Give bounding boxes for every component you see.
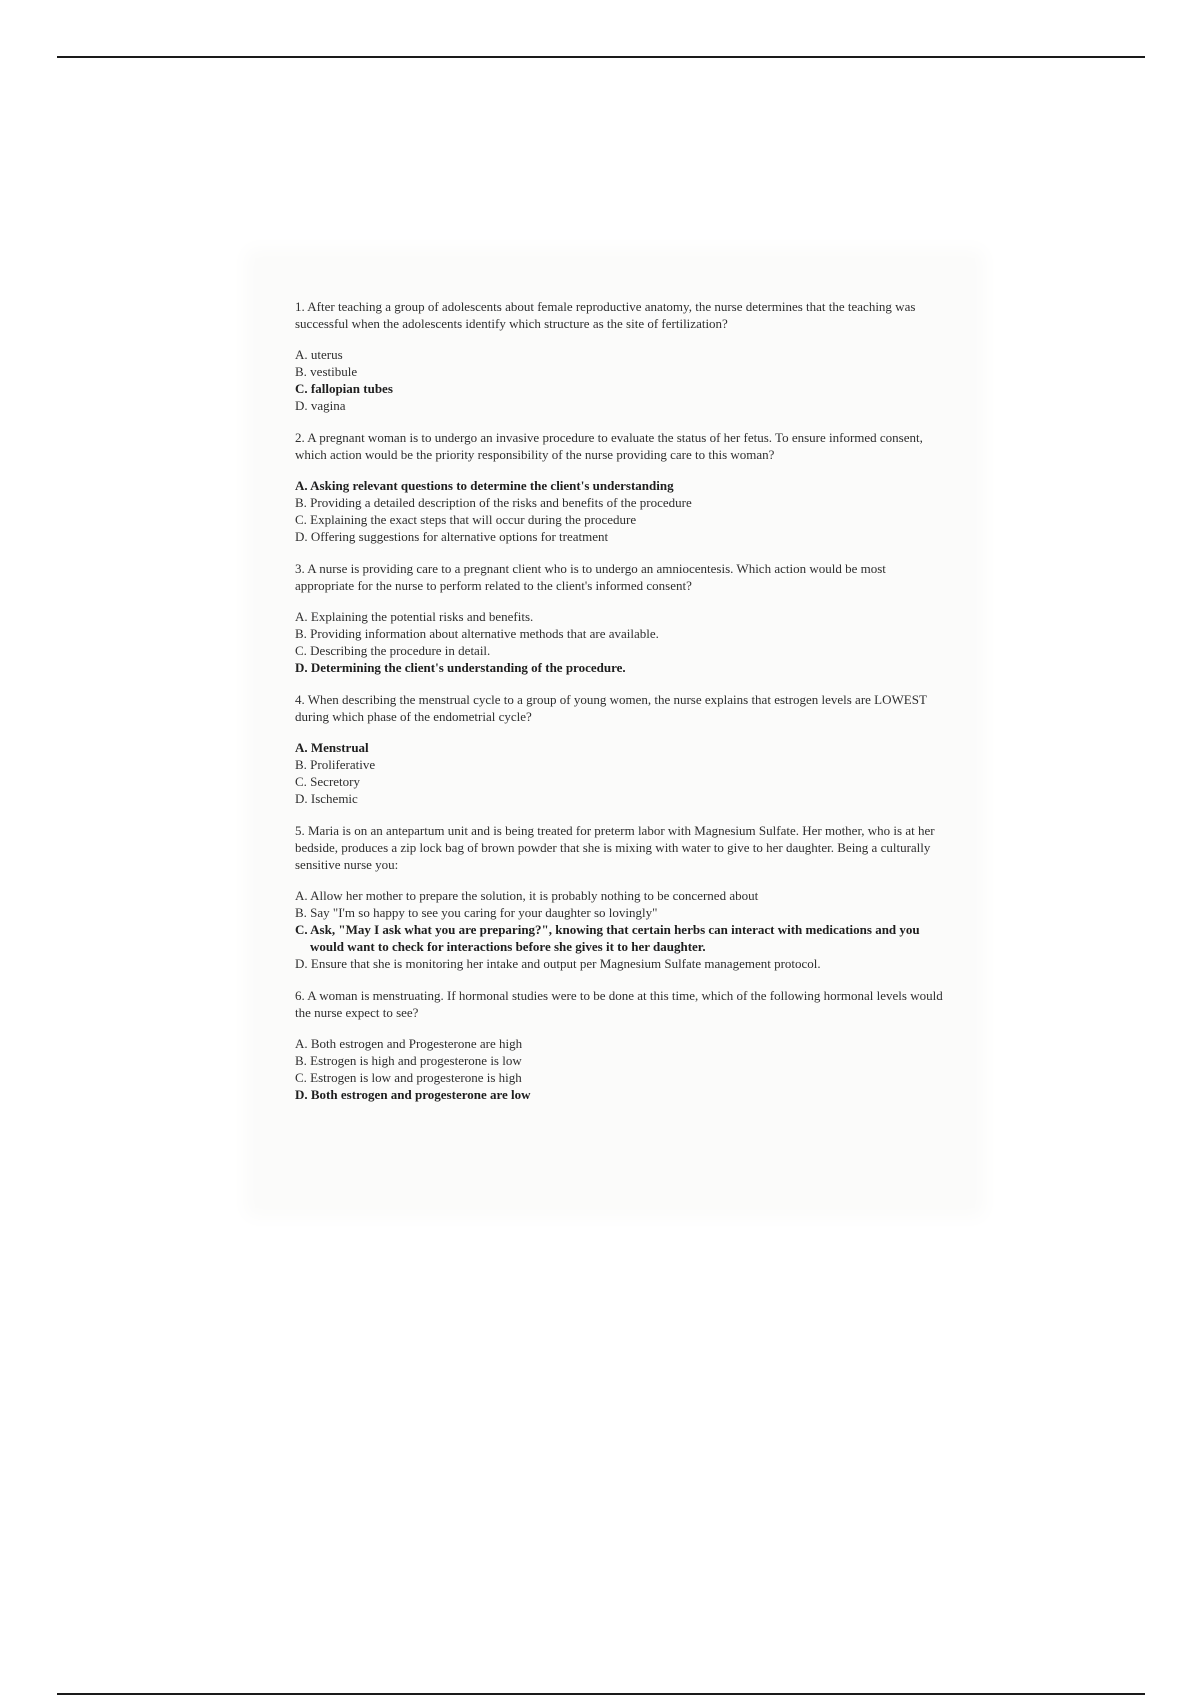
question-3	[295, 560, 945, 676]
option-b: B. vestibule	[295, 364, 358, 379]
option-list	[295, 887, 945, 972]
question-text: 5. Maria is on an antepartum unit and is being treated for preterm labor with Magnesium Sulfate. Her mother, who is at her bedside, produces a zip lock bag of brown powder that she is mixing with water to give to her daughter. Being a culturally sensitive nurse you:	[295, 823, 935, 872]
option-list	[295, 1035, 945, 1103]
option-c: C. Describing the procedure in detail.	[295, 643, 491, 658]
option-b: B. Providing a detailed description of the risks and benefits of the procedure	[295, 495, 692, 510]
question-text: 4. When describing the menstrual cycle to a group of young women, the nurse explains that estrogen levels are LOWEST during which phase of the endometrial cycle?	[295, 692, 927, 724]
option-a: A. Both estrogen and Progesterone are high	[295, 1036, 523, 1051]
header-rule	[57, 56, 1145, 58]
question-text: 3. A nurse is providing care to a pregnant client who is to undergo an amniocentesis. Which action would be most appropriate for the nurse to perform related to the client's informed consent?	[295, 561, 886, 593]
option-d-answer: D. Both estrogen and progesterone are low	[295, 1087, 531, 1102]
question-text: 1. After teaching a group of adolescents about female reproductive anatomy, the nurse determines that the teaching was successful when the adolescents identify which structure as the site of fertilization?	[295, 299, 916, 331]
option-d-answer: D. Determining the client's understanding of the procedure.	[295, 660, 626, 675]
question-1	[295, 298, 945, 414]
option-list	[295, 346, 945, 414]
question-5	[295, 822, 945, 972]
option-list	[295, 608, 945, 676]
option-c-continuation: would want to check for interactions before she gives it to her daughter.	[310, 939, 706, 954]
question-2	[295, 429, 945, 545]
option-a: A. Allow her mother to prepare the solution, it is probably nothing to be concerned about	[295, 888, 759, 903]
option-c-answer: C. fallopian tubes	[295, 381, 393, 396]
option-d: D. Offering suggestions for alternative options for treatment	[295, 529, 609, 544]
option-b: B. Say "I'm so happy to see you caring for your daughter so lovingly"	[295, 905, 658, 920]
option-d: D. Ischemic	[295, 791, 358, 806]
option-list	[295, 477, 945, 545]
option-a: A. uterus	[295, 347, 343, 362]
option-b: B. Estrogen is high and progesterone is low	[295, 1053, 522, 1068]
option-c: C. Estrogen is low and progesterone is high	[295, 1070, 522, 1085]
question-6	[295, 987, 945, 1103]
option-a-answer: A. Asking relevant questions to determine the client's understanding	[295, 478, 674, 493]
option-c: C. Explaining the exact steps that will occur during the procedure	[295, 512, 637, 527]
option-d: D. Ensure that she is monitoring her intake and output per Magnesium Sulfate management protocol.	[295, 956, 821, 971]
question-text: 6. A woman is menstruating. If hormonal studies were to be done at this time, which of the following hormonal levels would the nurse expect to see?	[295, 988, 943, 1020]
option-a: A. Explaining the potential risks and benefits.	[295, 609, 534, 624]
option-c-answer	[295, 921, 945, 955]
option-b: B. Proliferative	[295, 757, 376, 772]
option-c: C. Secretory	[295, 774, 360, 789]
question-list	[295, 298, 945, 1118]
option-c-text: C. Ask, "May I ask what you are preparing?", knowing that certain herbs can interact with medications and you	[295, 922, 920, 937]
option-d: D. vagina	[295, 398, 346, 413]
option-b: B. Providing information about alternative methods that are available.	[295, 626, 659, 641]
footer-rule	[57, 1693, 1145, 1695]
option-a-answer: A. Menstrual	[295, 740, 369, 755]
option-list	[295, 739, 945, 807]
question-4	[295, 691, 945, 807]
question-text: 2. A pregnant woman is to undergo an invasive procedure to evaluate the status of her fetus. To ensure informed consent, which action would be the priority responsibility of the nurse providing care to this woman?	[295, 430, 923, 462]
